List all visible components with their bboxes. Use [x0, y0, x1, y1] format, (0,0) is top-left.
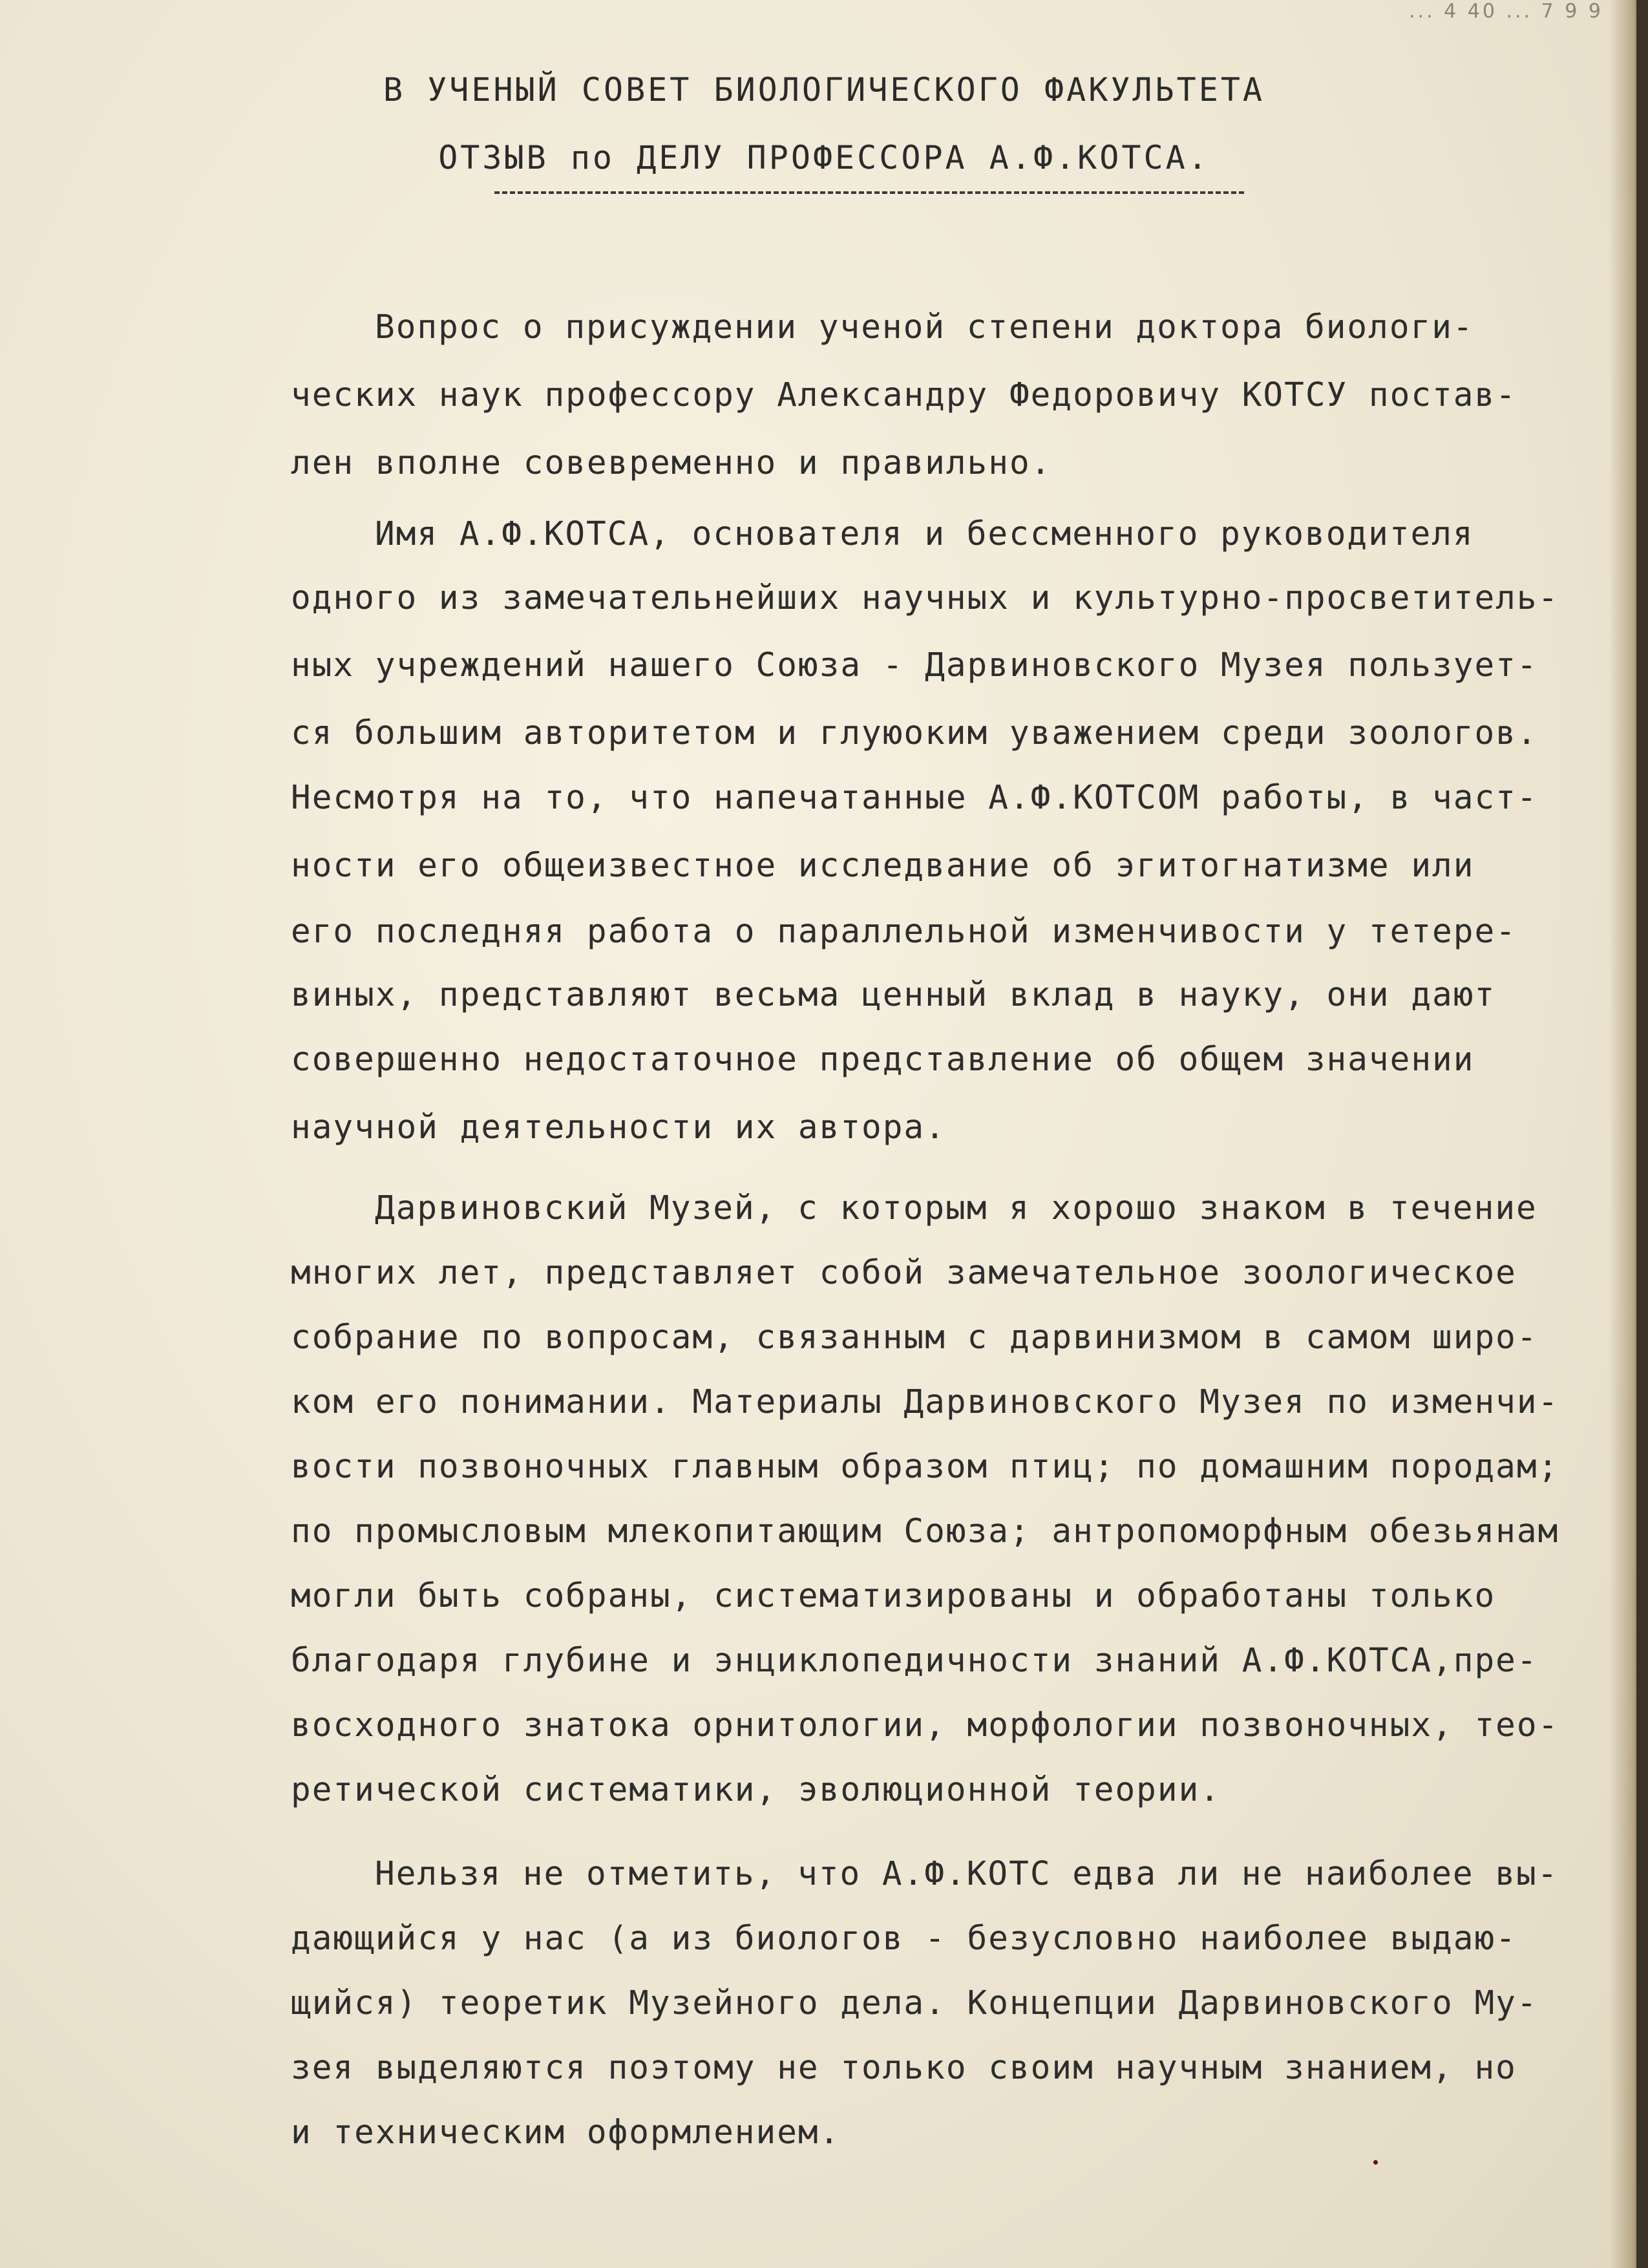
- text-line: ретической систематики, эволюционной теории.: [291, 1771, 1221, 1809]
- archive-number: ... 4 40 ... 7 9 9: [1409, 0, 1603, 23]
- document-title: ОТЗЫВ по ДЕЛУ ПРОФЕССОРА А.Ф.КОТСА.: [438, 139, 1210, 176]
- text-line: одного из замечательнейших научных и культурно-просветитель-: [291, 579, 1559, 617]
- text-line: зея выделяются поэтому не только своим научным знанием, но: [291, 2049, 1517, 2087]
- text-line: Вопрос о присуждении ученой степени доктора биологи-: [375, 308, 1474, 346]
- text-line: вости позвоночных главным образом птиц; по домашним породам;: [291, 1448, 1559, 1486]
- text-line: благодаря глубине и энциклопедичности знаний А.Ф.КОТСА,пре-: [291, 1642, 1538, 1680]
- text-line: восходного знатока орнитологии, морфологии позвоночных, тео-: [291, 1706, 1559, 1744]
- text-line: дающийся у нас (а из биологов - безусловно наиболее выдаю-: [291, 1920, 1517, 1958]
- text-line: его последняя работа о параллельной изменчивости у тетере-: [291, 913, 1517, 951]
- text-line: могли быть собраны, систематизированы и обработаны только: [291, 1577, 1496, 1615]
- ink-speck: [1373, 2160, 1378, 2165]
- text-line: ности его общеизвестное исследвание об эгитогнатизме или: [291, 847, 1475, 885]
- text-line: многих лет, представляет собой замечательное зоологическое: [291, 1254, 1517, 1292]
- title-divider: [494, 191, 1244, 194]
- text-line: ком его понимании. Материалы Дарвиновского Музея по изменчи-: [291, 1383, 1559, 1421]
- text-line: Несмотря на то, что напечатанные А.Ф.КОТСОМ работы, в част-: [291, 779, 1538, 817]
- text-line: Нельзя не отметить, что А.Ф.КОТС едва ли не наиболее вы-: [375, 1855, 1559, 1893]
- text-line: ных учреждений нашего Союза - Дарвиновского Музея пользует-: [291, 646, 1538, 684]
- document-addressee: В УЧЕНЫЙ СОВЕТ БИОЛОГИЧЕСКОГО ФАКУЛЬТЕТА: [383, 71, 1265, 109]
- text-line: Имя А.Ф.КОТСА, основателя и бессменного руководителя: [375, 515, 1474, 553]
- text-line: собрание по вопросам, связанным с дарвинизмом в самом широ-: [291, 1319, 1538, 1357]
- text-line: виных, представляют весьма ценный вклад в науку, они дают: [291, 976, 1496, 1014]
- page-edge: [1636, 0, 1648, 2268]
- text-line: научной деятельности их автора.: [291, 1108, 946, 1147]
- text-line: ческих наук профессору Александру Федоровичу КОТСУ постав-: [291, 376, 1517, 414]
- text-line: по промысловым млекопитающим Союза; антропоморфным обезьянам: [291, 1512, 1559, 1551]
- text-line: щийся) теоретик Музейного дела. Концепции Дарвиновского Му-: [291, 1984, 1538, 2022]
- text-line: и техническим оформлением.: [291, 2114, 841, 2152]
- text-line: лен вполне совевременно и правильно.: [291, 444, 1052, 482]
- text-line: ся большим авторитетом и глуюоким уважением среди зоологов.: [291, 714, 1538, 752]
- text-line: Дарвиновский Музей, с которым я хорошо знаком в течение: [375, 1189, 1537, 1227]
- text-line: совершенно недостаточное представление об общем значении: [291, 1041, 1475, 1079]
